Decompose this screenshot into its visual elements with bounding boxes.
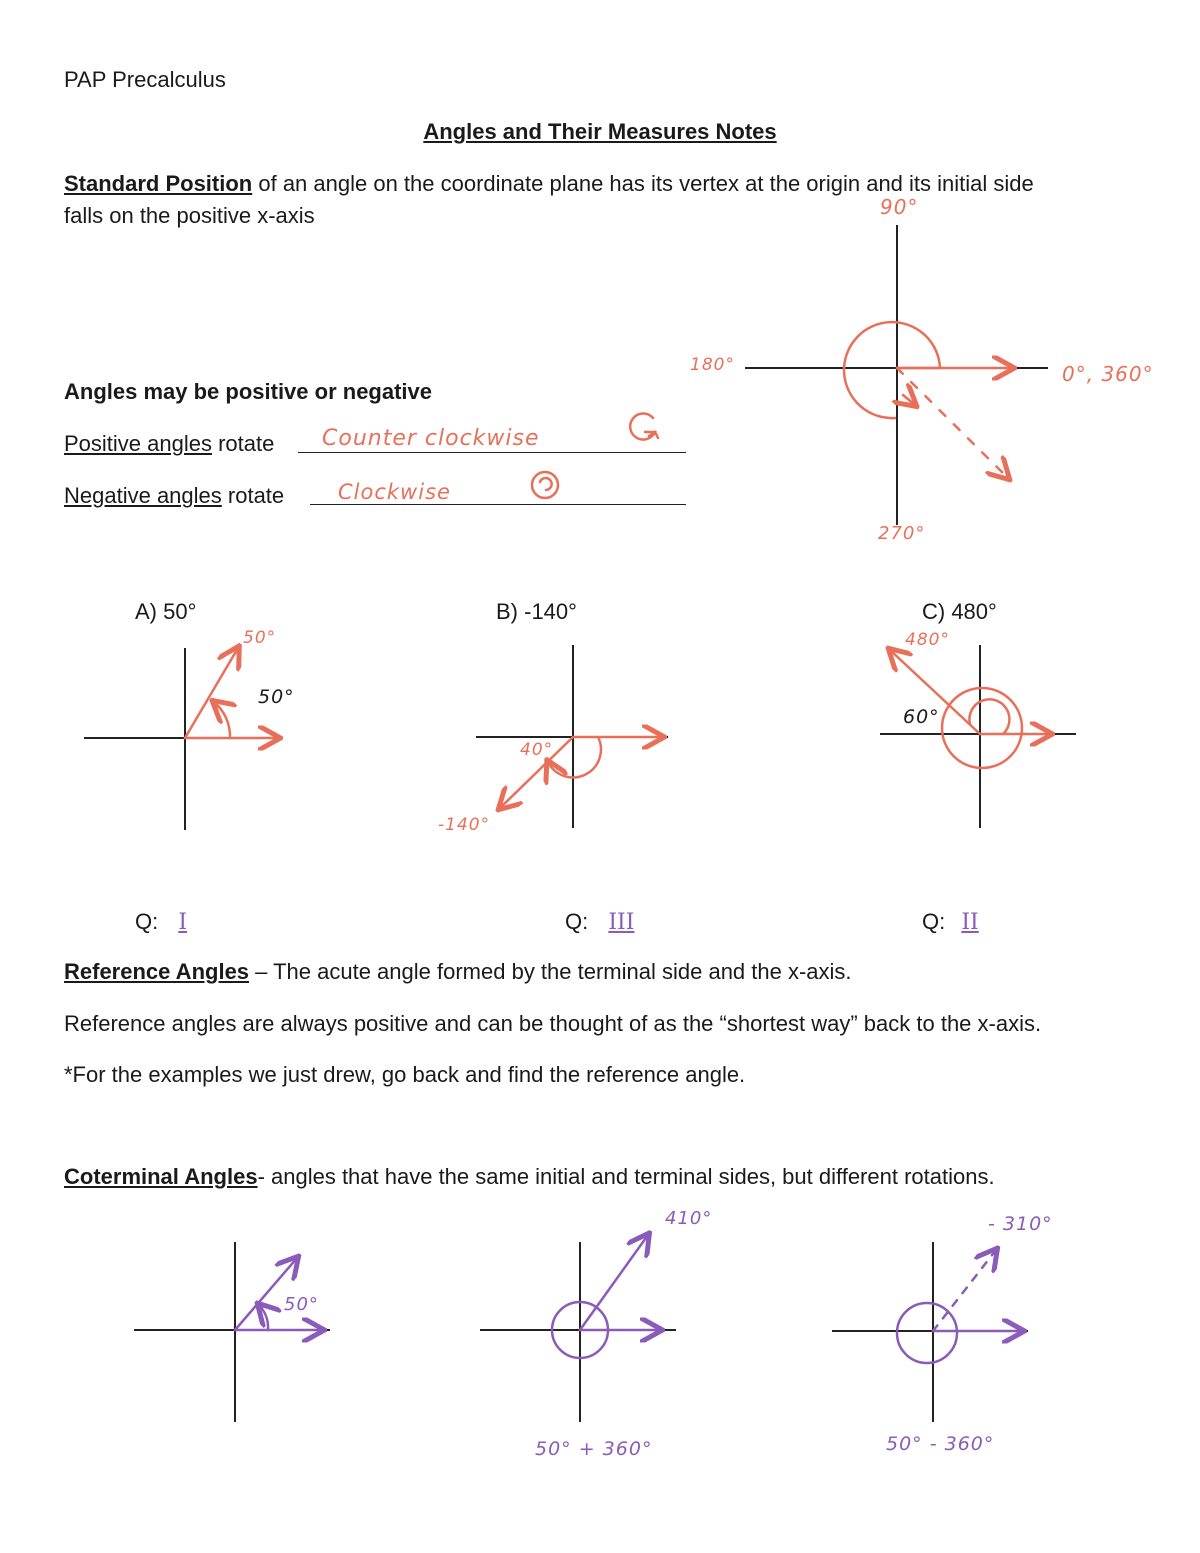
example-b-angle-label: -140° [438, 815, 491, 835]
quadrant-label: Q: [565, 909, 589, 934]
quadrant-label: Q: [135, 909, 159, 934]
negative-angles-term: Negative angles [64, 483, 222, 508]
positive-angles-term: Positive angles [64, 431, 212, 456]
standard-position-term: Standard Position [64, 171, 253, 196]
coterminal-diagram-3 [832, 1242, 1028, 1422]
example-c-title: C) 480° [922, 599, 997, 624]
course-name: PAP Precalculus [64, 67, 226, 92]
signs-heading: Angles may be positive or negative [64, 379, 433, 404]
coterminal-text: - angles that have the same initial and terminal sides, but different rotations. [257, 1164, 995, 1189]
coterminal-diagram-3-bottom-label: 50° - 360° [886, 1433, 995, 1455]
negative-rotate-text: rotate [221, 483, 285, 508]
page-title: Angles and Their Measures Notes [423, 119, 777, 144]
example-b-title: B) -140° [496, 599, 577, 624]
label-180: 180° [690, 355, 735, 375]
reference-term: Reference Angles [64, 959, 250, 984]
label-0-360: 0°, 360° [1062, 362, 1154, 386]
quadrant-answer: I [178, 910, 188, 935]
quadrant-answer: III [608, 910, 635, 935]
coterminal-diagram-1-label: 50° [284, 1294, 319, 1315]
positive-rotate-text: rotate [211, 431, 275, 456]
coterminal-diagram-3-top-label: - 310° [988, 1213, 1053, 1235]
example-a-angle-label: 50° [243, 628, 277, 648]
negative-answer: Clockwise [338, 480, 451, 504]
label-270: 270° [878, 523, 926, 544]
example-a-reference-label: 50° [258, 686, 295, 708]
coterminal-diagram-2 [480, 1235, 676, 1422]
coterminal-diagram-2-top-label: 410° [665, 1208, 713, 1229]
reference-instruction: *For the examples we just drew, go back and find the reference angle. [64, 1062, 746, 1087]
example-a-title: A) 50° [135, 599, 197, 624]
reference-text: – The acute angle formed by the terminal side and the x-axis. [249, 959, 852, 984]
quadrant-label: Q: [922, 909, 946, 934]
coterminal-diagram-2-bottom-label: 50° + 360° [535, 1438, 653, 1460]
example-c-reference-label: 60° [903, 706, 940, 728]
positive-answer: Counter clockwise [322, 426, 540, 451]
standard-position-text-2: falls on the positive x-axis [64, 203, 315, 228]
standard-position-text: of an angle on the coordinate plane has its vertex at the origin and its initial side [252, 171, 1034, 196]
coterminal-diagram-1 [134, 1242, 330, 1422]
label-90: 90° [880, 195, 919, 219]
example-b-reference-label: 40° [520, 740, 554, 760]
quadrant-answer: II [961, 910, 979, 935]
example-c-angle-label: 480° [905, 630, 950, 650]
reference-note: Reference angles are always positive and can be thought of as the “shortest way” back to the x-axis. [64, 1011, 1042, 1036]
coterminal-term: Coterminal Angles [64, 1164, 258, 1189]
